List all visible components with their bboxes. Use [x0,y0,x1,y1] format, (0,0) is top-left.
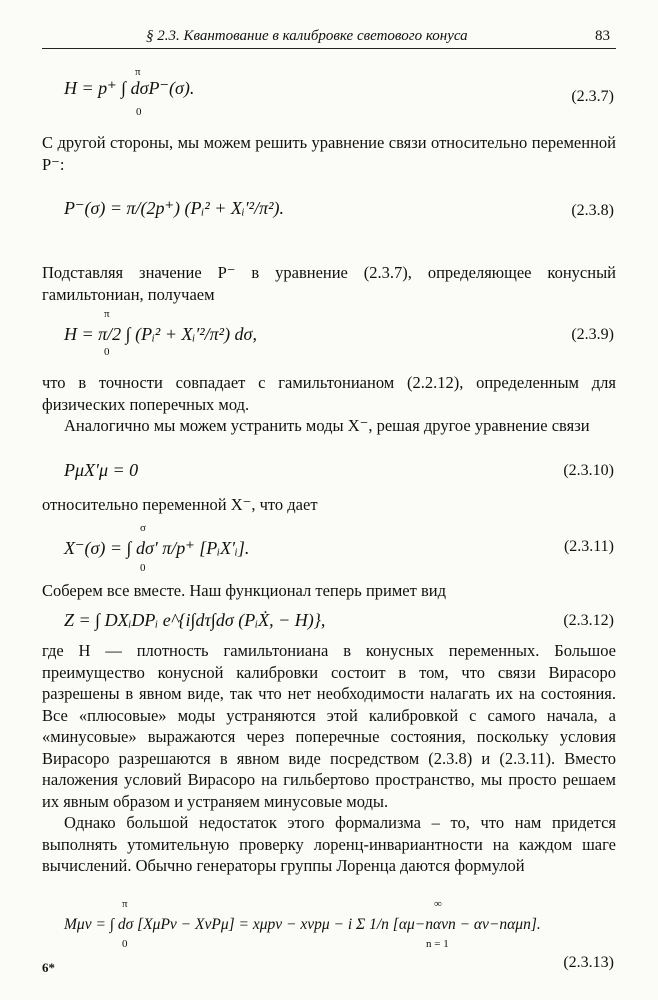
equation-2-3-11 [42,522,616,582]
integral-lower-limit: 0 [140,562,146,574]
equation-2-3-8 [42,182,616,238]
page-number: 83 [595,28,610,44]
equation-2-3-9 [42,308,616,368]
header-title: § 2.3. Квантование в калибровке светового конуса [146,28,468,44]
equation-number: (2.3.7) [571,88,614,105]
integral-lower-limit: 0 [122,938,128,950]
integral-upper-limit: π [122,898,128,910]
paragraph: относительно переменной X⁻, что дает [42,495,318,514]
equation-2-3-10 [42,458,616,488]
integral-upper-limit: σ [140,522,146,534]
integral-upper-limit: π [104,308,110,320]
equation-2-3-13 [42,898,616,978]
paragraph: где H — плотность гамильтониана в конусных переменных. Большое преимущество конусной калибровки состоит в том, что связи Вирасоро разрешены в явном виде, так что нет необходимости налагать их на состояния. Все «плюсовые» моды устраняются этой калибровкой с самого начала, а «минусовые» выражаются через поперечные состояния, поскольку условия Вирасоро разрешаются в явном виде посредством (2.3.8) и (2.3.11). Вместо наложения условий Вирасоро на гильбертово пространство, мы просто решаем их явным образом и устраняем минусовые моды. [42,641,616,811]
paragraph: Аналогично мы можем устранить моды X⁻, решая другое уравнение связи [64,416,590,435]
paragraph: Подставляя значение P⁻ в уравнение (2.3.7), определяющее конусный гамильтониан, получаем [42,263,616,304]
paragraph: С другой стороны, мы можем решить уравнение связи относительно переменной P⁻: [42,133,616,174]
equation-number: (2.3.11) [563,538,614,555]
paragraph: что в точности совпадает с гамильтонианом (2.2.12), определенным для физических поперечных мод. [42,373,616,414]
equation-body: Mμν = ∫ dσ [XμPν − XνPμ] = xμpν − xνpμ − i Σ 1/n [αμ−nανn − αν−nαμn]. [64,916,541,933]
equation-body: Z = ∫ DXᵢDPᵢ e^{i∫dτ∫dσ (PᵢẊ, − H)}, [64,610,326,630]
equation-number: (2.3.12) [563,612,614,629]
equation-body: X⁻(σ) = ∫ dσ′ π/p⁺ [PᵢX′ᵢ]. [64,538,250,558]
equation-number: (2.3.10) [563,462,614,479]
sum-lower-limit: n = 1 [426,938,449,950]
equation-2-3-7 [42,66,616,126]
equation-body: H = p⁺ ∫ dσP⁻(σ). [64,78,195,98]
sum-upper-limit: ∞ [434,898,442,910]
integral-lower-limit: 0 [104,346,110,358]
paragraph: Однако большой недостаток этого формализма – то, что нам придется выполнять утомительную проверку лоренц-инвариантности на каждом шаге вычислений. Обычно генераторы группы Лоренца даются формулой [42,813,616,875]
equation-number: (2.3.9) [571,326,614,343]
paragraph: Соберем все вместе. Наш функционал теперь примет вид [42,581,446,600]
integral-upper-limit: π [135,66,141,78]
equation-body: P⁻(σ) = π/(2p⁺) (Pᵢ² + Xᵢ′²/π²). [64,198,284,218]
equation-body: H = π/2 ∫ (Pᵢ² + Xᵢ′²/π²) dσ, [64,324,257,344]
equation-body: PμX′μ = 0 [64,460,139,480]
equation-2-3-12 [42,606,616,640]
equation-number: (2.3.8) [571,202,614,219]
signature-mark: 6* [42,960,55,975]
page [42,26,616,971]
integral-lower-limit: 0 [136,106,142,118]
running-header [42,26,616,49]
equation-number: (2.3.13) [563,954,614,971]
